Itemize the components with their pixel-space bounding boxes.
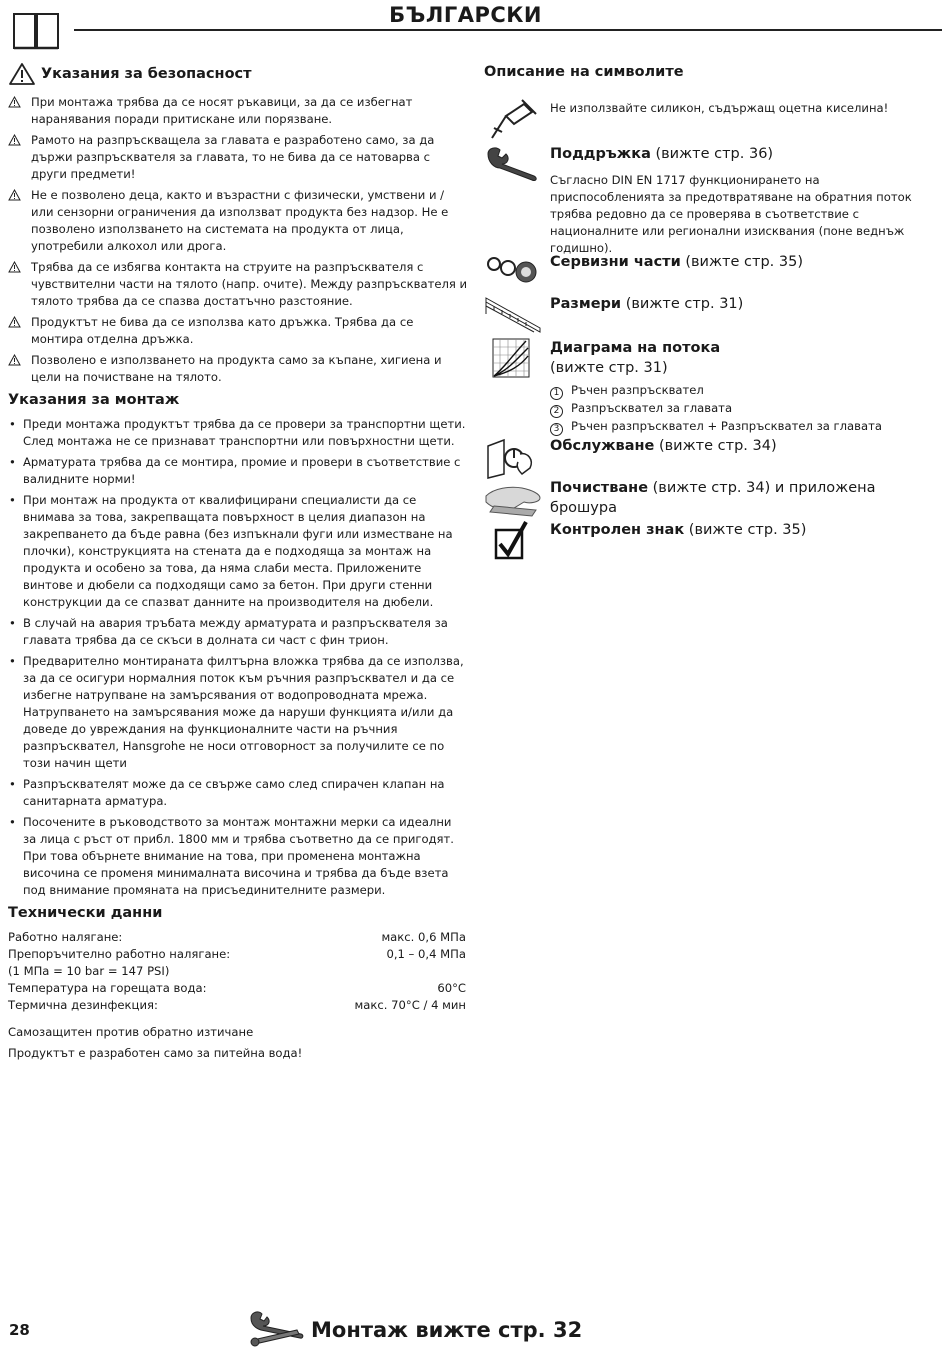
test-title: Контролен знак xyxy=(550,522,685,538)
tech-heading: Технически данни xyxy=(8,905,163,921)
page-number: 28 xyxy=(9,1321,30,1339)
maintenance-title: Поддръжка xyxy=(550,146,651,162)
backflow-note: Самозащитен против обратно изтичане xyxy=(8,1025,254,1039)
cleaning-hand-icon xyxy=(484,478,544,518)
symbol-operation xyxy=(484,436,934,476)
tech-table xyxy=(8,929,466,1014)
list-item: 3 Ръчен разпръсквател + Разпръсквател за главата xyxy=(550,418,934,436)
warning-icon xyxy=(8,189,21,201)
assembly-reference: Монтаж вижте стр. 32 xyxy=(311,1318,583,1342)
flow-legend xyxy=(550,382,934,436)
symbol-spare-parts xyxy=(484,252,934,286)
maintenance-desc: Съгласно DIN EN 1717 функционирането на приспособленията за предотвратяване на обратния поток трябва редовно да се проверява в съответствие с националните или регионални изисквания (поне веднъж годишно). xyxy=(550,173,912,255)
safety-heading: Указания за безопасност xyxy=(8,62,468,86)
list-item: • Посочените в ръководството за монтаж монтажни мерки са идеални за лица с ръст от прибл. 1800 мм и трябва съответно да се пригодят. При това обърнете внимание на това, при променена монтажна височина се променя минималната височина и трябва да бъде взета под внимание промяната на присъединителните размери. xyxy=(8,814,468,899)
symbol-flow-diagram xyxy=(484,338,934,438)
list-item: • В случай на авария тръбата между арматурата и разпръсквателя за главата трябва да се скъси в долната си част с фин трион. xyxy=(8,615,468,649)
list-item: • Разпръсквателят може да се свърже само след спирачен клапан на санитарната арматура. xyxy=(8,776,468,810)
warning-icon xyxy=(8,96,21,108)
list-item: Продуктът не бива да се използва като дръжка. Трябва да се монтира отделна дръжка. xyxy=(8,314,468,348)
spare-title: Сервизни части xyxy=(550,254,681,270)
warning-icon xyxy=(8,261,21,273)
list-item: • Преди монтажа продуктът трябва да се провери за транспортни щети. След монтажа не се признават транспортни или повърхностни щети. xyxy=(8,416,468,450)
tools-icon xyxy=(247,1310,305,1348)
list-item: 2 Разпръсквател за главата xyxy=(550,400,934,418)
silicone-text: Не използвайте силикон, съдържащ оцетна киселина! xyxy=(550,101,889,115)
list-item: Позволено е използването на продукта само за къпане, хигиена и цели на почистване на тялото. xyxy=(8,352,468,386)
mounting-heading: Указания за монтаж xyxy=(8,392,180,408)
drinking-water-note: Продуктът е разработен само за питейна вода! xyxy=(8,1046,303,1060)
list-item: 1 Ръчен разпръсквател xyxy=(550,382,934,400)
list-item: Рамото на разпръскващела за главата е разработено само, за да държи разпръсквателя за главата, то не бива да се натоварва с други предмети! xyxy=(8,132,468,183)
wrench-icon xyxy=(484,144,542,184)
warning-icon xyxy=(8,354,21,366)
right-column xyxy=(484,62,934,662)
tech-row: Препоръчително работно налягане: 0,1 – 0,4 МПа xyxy=(8,947,466,961)
book-icon xyxy=(12,10,60,50)
language-title: БЪЛГАРСКИ xyxy=(389,3,542,27)
symbol-silicone xyxy=(484,98,934,142)
safety-list xyxy=(8,94,468,386)
silicone-gun-icon xyxy=(484,98,540,142)
cleaning-title: Почистване xyxy=(550,480,649,496)
symbol-test-mark xyxy=(484,520,934,560)
flow-chart-icon xyxy=(492,338,530,378)
left-column xyxy=(8,62,468,1062)
checkbox-icon xyxy=(494,520,528,560)
symbols-heading: Описание на символите xyxy=(484,64,684,80)
warning-icon xyxy=(8,62,36,86)
dims-ref: (вижте стр. 31) xyxy=(625,296,744,312)
maintenance-ref: (вижте стр. 36) xyxy=(655,146,774,162)
flow-ref: (вижте стр. 31) xyxy=(550,360,668,376)
list-item: При монтажа трябва да се носят ръкавици, за да се избегнат наранявания поради притискане или порязване. xyxy=(8,94,468,128)
dims-title: Размери xyxy=(550,296,622,312)
hand-control-icon xyxy=(484,436,540,480)
tech-row: Работно налягане: макс. 0,6 МПа xyxy=(8,930,466,944)
ruler-icon xyxy=(484,294,542,334)
list-item: Трябва да се избягва контакта на струите на разпръсквателя с чувствителни части на тялото (напр. очите). Между разпръсквателя и тялото трябва да се спазва достатъчно разстояние. xyxy=(8,259,468,310)
tech-row: Температура на горещата вода: 60°C xyxy=(8,981,466,995)
list-item: Не е позволено деца, както и възрастни с физически, умствени и / или сензорни ограничения да използват продукта без надзор. Не е позволено използването на системата на продукта от лица, употребили алкохол или дрога. xyxy=(8,187,468,255)
header-rule xyxy=(74,29,942,31)
cleaning-ref: (вижте стр. 34) и приложена брошура xyxy=(550,480,876,516)
test-ref: (вижте стр. 35) xyxy=(688,522,807,538)
list-item: • Арматурата трябва да се монтира, промие и провери в съответствие с валидните норми! xyxy=(8,454,468,488)
list-item: • При монтаж на продукта от квалифицирани специалисти да се внимава за това, закрепващата повърхност в целия диапазон на закрепването да бъде равна (без изпъкнали фуги или изместване на плочки), конструкцията на стената да е подходяща за монтаж на продукта и особено за това, да няма слаби места. Приложените винтове и дюбели са подходящи само за бетон. При други стенни конструкции да се спазват данните на производителя на дюбели. xyxy=(8,492,468,611)
operation-title: Обслужване xyxy=(550,438,655,454)
tech-row: Термична дезинфекция: макс. 70°C / 4 мин xyxy=(8,998,466,1012)
symbol-maintenance xyxy=(484,144,934,255)
flow-title: Диаграма на потока xyxy=(550,340,721,356)
operation-ref: (вижте стр. 34) xyxy=(658,438,777,454)
symbol-dimensions xyxy=(484,294,934,334)
list-item: • Предварително монтираната филтърна вложка трябва да се използва, за да се осигури нормалния поток към ръчния разпръсквател и да се избегне натрупване на замърсявания от водопроводната мрежа. Натрупването на замърсявания може да наруши функцията и/или да доведе до увреждания на функционалните части на ръчния разпръсквател, Hansgrohe не носи отговорност за получилите се по този начин щети xyxy=(8,653,468,772)
spare-ref: (вижте стр. 35) xyxy=(685,254,803,270)
warning-icon xyxy=(8,134,21,146)
warning-icon xyxy=(8,316,21,328)
mounting-list xyxy=(8,416,468,899)
tech-row: (1 МПа = 10 bar = 147 PSI) xyxy=(8,964,170,978)
spare-parts-icon xyxy=(484,252,542,286)
symbol-cleaning xyxy=(484,478,934,518)
